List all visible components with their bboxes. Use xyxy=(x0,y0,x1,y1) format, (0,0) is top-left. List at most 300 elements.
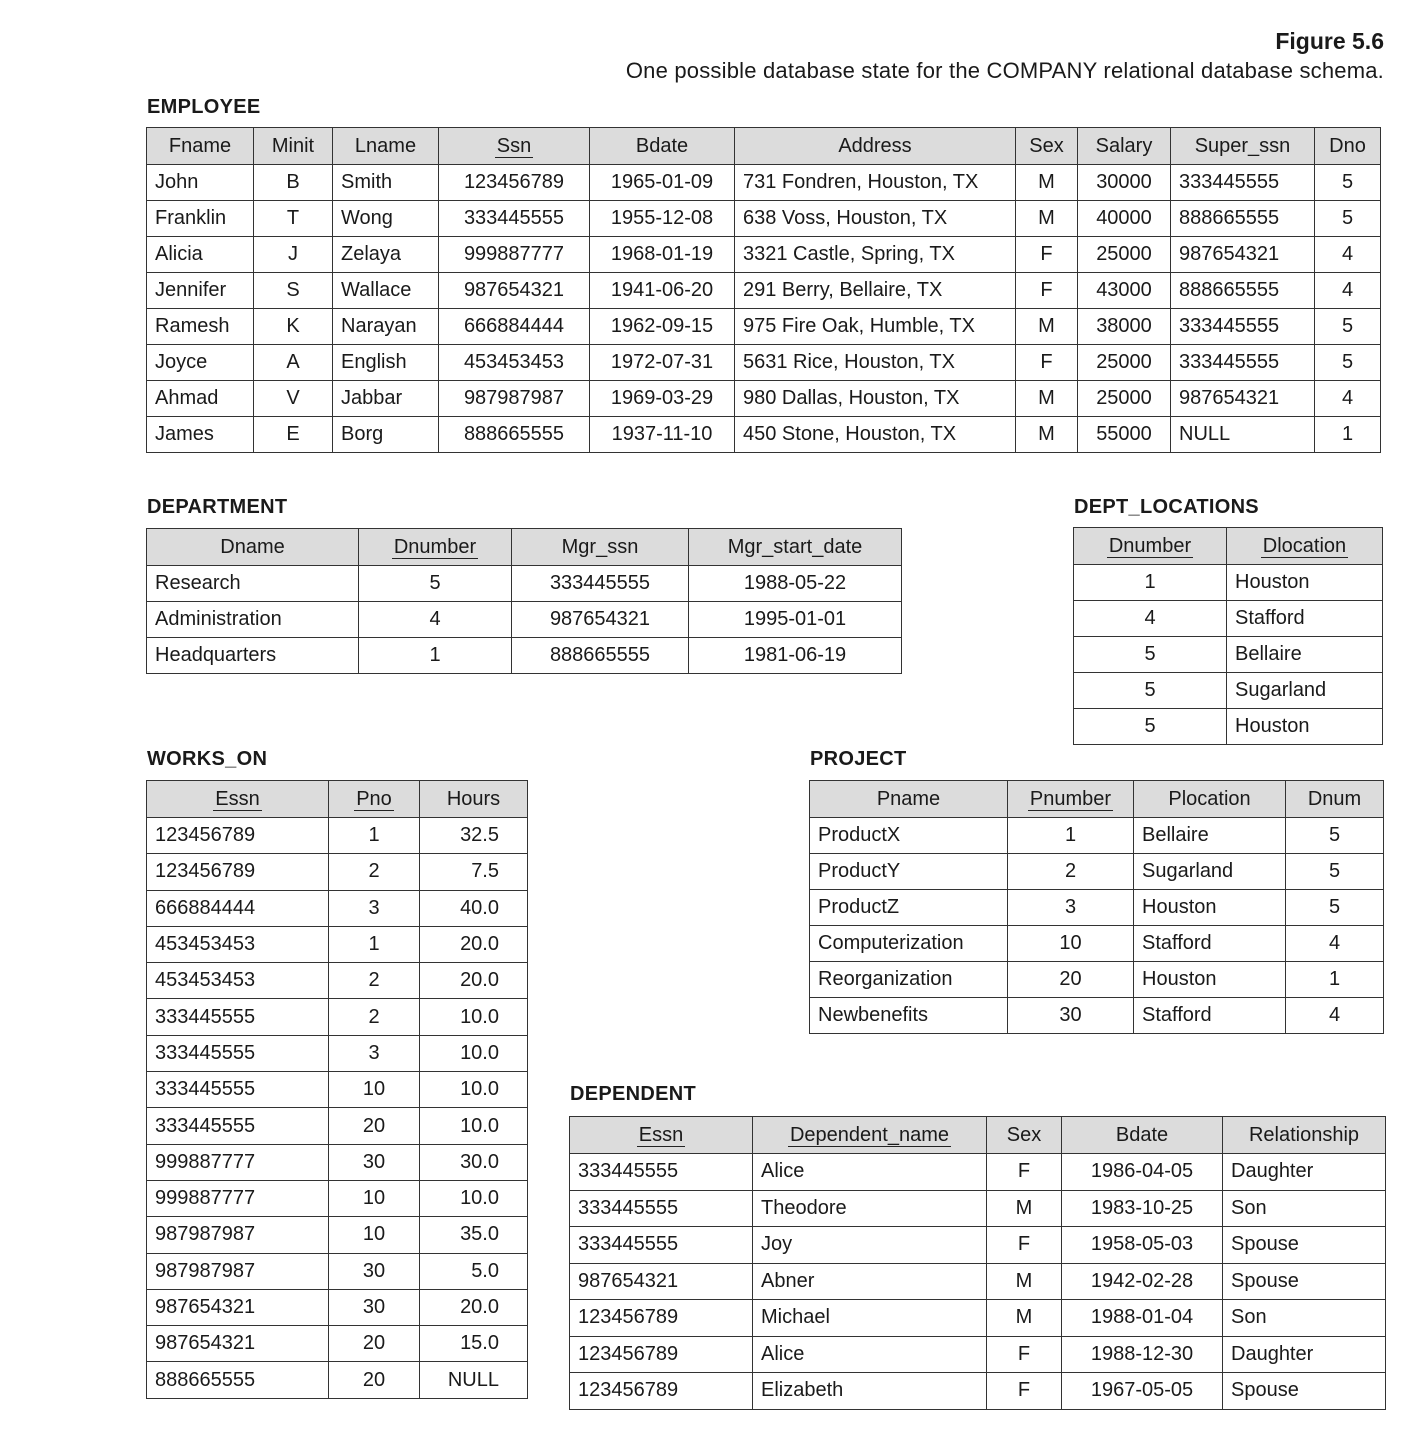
column-header-bdate xyxy=(590,128,735,165)
cell-dno: 5 xyxy=(1315,201,1381,237)
header-row xyxy=(147,781,528,818)
cell-bdate: 1965-01-09 xyxy=(590,165,735,201)
cell-lname: English xyxy=(333,345,439,381)
column-header-lname xyxy=(333,128,439,165)
header-row xyxy=(570,1117,1386,1154)
cell-minit: S xyxy=(254,273,333,309)
table-row xyxy=(147,963,528,999)
table-row xyxy=(570,1154,1386,1191)
cell-super-ssn: 987654321 xyxy=(1171,237,1315,273)
cell-salary: 25000 xyxy=(1078,345,1171,381)
cell-mgr-start-date: 1981-06-19 xyxy=(689,638,902,674)
cell-dependent-name: Alice xyxy=(753,1336,987,1373)
cell-plocation: Bellaire xyxy=(1134,818,1286,854)
column-header-label: Essn xyxy=(215,787,260,810)
table-row xyxy=(1074,637,1383,673)
column-header-dnumber xyxy=(359,529,512,566)
column-header-label: Dlocation xyxy=(1262,534,1347,557)
cell-bdate: 1941-06-20 xyxy=(590,273,735,309)
cell-bdate: 1958-05-03 xyxy=(1062,1227,1223,1264)
column-header-relationship xyxy=(1223,1117,1386,1154)
cell-essn: 987654321 xyxy=(570,1263,753,1300)
column-header-label: Minit xyxy=(271,134,315,157)
cell-essn: 987654321 xyxy=(147,1289,329,1325)
column-header-label: Dnumber xyxy=(1108,534,1192,557)
table-row xyxy=(147,381,1381,417)
cell-pno: 30 xyxy=(329,1289,420,1325)
cell-super-ssn: 333445555 xyxy=(1171,165,1315,201)
cell-dnumber: 5 xyxy=(359,566,512,602)
cell-dependent-name: Theodore xyxy=(753,1190,987,1227)
cell-dno: 5 xyxy=(1315,309,1381,345)
cell-sex: F xyxy=(987,1373,1062,1410)
table-row xyxy=(147,201,1381,237)
cell-ssn: 999887777 xyxy=(439,237,590,273)
column-header-label: Sex xyxy=(1006,1123,1042,1146)
column-header-salary xyxy=(1078,128,1171,165)
cell-dno: 4 xyxy=(1315,381,1381,417)
cell-relationship: Son xyxy=(1223,1190,1386,1227)
cell-hours: 10.0 xyxy=(420,1035,528,1071)
cell-dlocation: Houston xyxy=(1227,709,1383,745)
cell-fname: Jennifer xyxy=(147,273,254,309)
cell-pno: 1 xyxy=(329,926,420,962)
column-header-mgr-ssn xyxy=(512,529,689,566)
cell-super-ssn: 888665555 xyxy=(1171,273,1315,309)
dept-locations-table xyxy=(1073,527,1383,745)
cell-pno: 20 xyxy=(329,1108,420,1144)
cell-fname: John xyxy=(147,165,254,201)
cell-pnumber: 30 xyxy=(1008,998,1134,1034)
cell-dnum: 1 xyxy=(1286,962,1384,998)
column-header-super-ssn xyxy=(1171,128,1315,165)
table-row xyxy=(147,999,528,1035)
table-row xyxy=(147,273,1381,309)
cell-essn: 333445555 xyxy=(570,1190,753,1227)
cell-dnumber: 4 xyxy=(359,602,512,638)
cell-essn: 666884444 xyxy=(147,890,329,926)
cell-dependent-name: Michael xyxy=(753,1300,987,1337)
cell-pno: 2 xyxy=(329,963,420,999)
cell-dno: 5 xyxy=(1315,345,1381,381)
cell-hours: 20.0 xyxy=(420,963,528,999)
table-row xyxy=(147,1035,528,1071)
cell-essn: 333445555 xyxy=(147,1108,329,1144)
cell-essn: 453453453 xyxy=(147,926,329,962)
header-row xyxy=(147,128,1381,165)
cell-essn: 333445555 xyxy=(147,1072,329,1108)
header-row xyxy=(147,529,902,566)
table-row xyxy=(810,962,1384,998)
cell-plocation: Stafford xyxy=(1134,998,1286,1034)
column-header-dname xyxy=(147,529,359,566)
table-row xyxy=(147,1144,528,1180)
cell-essn: 999887777 xyxy=(147,1180,329,1216)
cell-pnumber: 20 xyxy=(1008,962,1134,998)
column-header-plocation xyxy=(1134,781,1286,818)
column-header-label: Pname xyxy=(876,787,941,810)
cell-minit: A xyxy=(254,345,333,381)
cell-pno: 30 xyxy=(329,1253,420,1289)
cell-super-ssn: NULL xyxy=(1171,417,1315,453)
cell-hours: 30.0 xyxy=(420,1144,528,1180)
cell-dlocation: Stafford xyxy=(1227,601,1383,637)
cell-bdate: 1969-03-29 xyxy=(590,381,735,417)
cell-hours: NULL xyxy=(420,1362,528,1398)
employee-table xyxy=(146,127,1381,453)
cell-relationship: Spouse xyxy=(1223,1373,1386,1410)
cell-relationship: Spouse xyxy=(1223,1263,1386,1300)
column-header-hours xyxy=(420,781,528,818)
column-header-dnumber xyxy=(1074,528,1227,565)
cell-ssn: 123456789 xyxy=(439,165,590,201)
figure-caption: One possible database state for the COMPANY relational database schema. xyxy=(625,58,1384,83)
cell-pnumber: 1 xyxy=(1008,818,1134,854)
cell-salary: 43000 xyxy=(1078,273,1171,309)
department-table-label: DEPARTMENT xyxy=(147,496,288,518)
cell-essn: 123456789 xyxy=(570,1373,753,1410)
table-row xyxy=(810,998,1384,1034)
column-header-bdate xyxy=(1062,1117,1223,1154)
dependent-table xyxy=(569,1116,1386,1410)
cell-ssn: 987654321 xyxy=(439,273,590,309)
cell-relationship: Daughter xyxy=(1223,1154,1386,1191)
cell-dnumber: 1 xyxy=(1074,565,1227,601)
cell-address: 291 Berry, Bellaire, TX xyxy=(735,273,1016,309)
cell-dlocation: Houston xyxy=(1227,565,1383,601)
table-row xyxy=(147,926,528,962)
column-header-label: Ssn xyxy=(496,134,532,157)
cell-dnum: 4 xyxy=(1286,998,1384,1034)
table-row xyxy=(147,890,528,926)
cell-mgr-start-date: 1988-05-22 xyxy=(689,566,902,602)
column-header-label: Address xyxy=(838,134,912,157)
cell-lname: Wallace xyxy=(333,273,439,309)
table-row xyxy=(570,1190,1386,1227)
cell-sex: F xyxy=(1016,345,1078,381)
table-row xyxy=(147,566,902,602)
cell-dnumber: 5 xyxy=(1074,637,1227,673)
column-header-label: Mgr_ssn xyxy=(561,535,639,558)
cell-pno: 2 xyxy=(329,854,420,890)
cell-sex: F xyxy=(987,1154,1062,1191)
cell-dno: 4 xyxy=(1315,273,1381,309)
column-header-essn xyxy=(147,781,329,818)
cell-minit: B xyxy=(254,165,333,201)
column-header-dependent-name xyxy=(753,1117,987,1154)
cell-address: 731 Fondren, Houston, TX xyxy=(735,165,1016,201)
cell-minit: E xyxy=(254,417,333,453)
column-header-dno xyxy=(1315,128,1381,165)
column-header-label: Dno xyxy=(1329,134,1366,157)
cell-pno: 3 xyxy=(329,1035,420,1071)
table-row xyxy=(1074,601,1383,637)
table-row xyxy=(147,602,902,638)
cell-dnumber: 4 xyxy=(1074,601,1227,637)
column-header-label: Dnum xyxy=(1307,787,1362,810)
cell-dname: Headquarters xyxy=(147,638,359,674)
cell-dnumber: 1 xyxy=(359,638,512,674)
column-header-fname xyxy=(147,128,254,165)
cell-relationship: Son xyxy=(1223,1300,1386,1337)
cell-pnumber: 10 xyxy=(1008,926,1134,962)
table-row xyxy=(147,1289,528,1325)
cell-fname: Joyce xyxy=(147,345,254,381)
cell-minit: J xyxy=(254,237,333,273)
cell-essn: 333445555 xyxy=(570,1154,753,1191)
cell-hours: 32.5 xyxy=(420,818,528,854)
table-row xyxy=(147,1362,528,1398)
cell-sex: F xyxy=(1016,273,1078,309)
column-header-label: Dnumber xyxy=(393,535,477,558)
cell-sex: M xyxy=(1016,381,1078,417)
cell-pno: 2 xyxy=(329,999,420,1035)
cell-sex: M xyxy=(987,1190,1062,1227)
cell-hours: 20.0 xyxy=(420,1289,528,1325)
table-row xyxy=(570,1300,1386,1337)
cell-dependent-name: Elizabeth xyxy=(753,1373,987,1410)
cell-dname: Research xyxy=(147,566,359,602)
cell-dno: 4 xyxy=(1315,237,1381,273)
cell-pno: 20 xyxy=(329,1326,420,1362)
column-header-pno xyxy=(329,781,420,818)
column-header-pname xyxy=(810,781,1008,818)
cell-super-ssn: 333445555 xyxy=(1171,309,1315,345)
cell-fname: Franklin xyxy=(147,201,254,237)
table-row xyxy=(147,638,902,674)
column-header-label: Hours xyxy=(446,787,501,810)
cell-mgr-start-date: 1995-01-01 xyxy=(689,602,902,638)
cell-essn: 123456789 xyxy=(570,1336,753,1373)
cell-fname: Ahmad xyxy=(147,381,254,417)
table-row xyxy=(810,926,1384,962)
cell-essn: 987654321 xyxy=(147,1326,329,1362)
table-row xyxy=(570,1373,1386,1410)
cell-pnumber: 3 xyxy=(1008,890,1134,926)
table-row xyxy=(1074,565,1383,601)
table-row xyxy=(147,165,1381,201)
cell-relationship: Spouse xyxy=(1223,1227,1386,1264)
column-header-sex xyxy=(987,1117,1062,1154)
cell-hours: 10.0 xyxy=(420,1108,528,1144)
cell-dname: Administration xyxy=(147,602,359,638)
cell-sex: M xyxy=(1016,309,1078,345)
cell-salary: 38000 xyxy=(1078,309,1171,345)
cell-pno: 1 xyxy=(329,818,420,854)
cell-hours: 15.0 xyxy=(420,1326,528,1362)
cell-dno: 5 xyxy=(1315,165,1381,201)
cell-address: 3321 Castle, Spring, TX xyxy=(735,237,1016,273)
cell-pname: Newbenefits xyxy=(810,998,1008,1034)
table-row xyxy=(810,854,1384,890)
table-row xyxy=(147,1326,528,1362)
table-row xyxy=(147,818,528,854)
cell-mgr-ssn: 888665555 xyxy=(512,638,689,674)
column-header-label: Pnumber xyxy=(1029,787,1112,810)
cell-ssn: 333445555 xyxy=(439,201,590,237)
cell-plocation: Houston xyxy=(1134,962,1286,998)
cell-sex: M xyxy=(987,1300,1062,1337)
cell-sex: F xyxy=(987,1336,1062,1373)
cell-dnumber: 5 xyxy=(1074,709,1227,745)
cell-salary: 55000 xyxy=(1078,417,1171,453)
cell-lname: Wong xyxy=(333,201,439,237)
cell-sex: M xyxy=(1016,417,1078,453)
cell-bdate: 1972-07-31 xyxy=(590,345,735,381)
column-header-address xyxy=(735,128,1016,165)
cell-hours: 10.0 xyxy=(420,1180,528,1216)
cell-ssn: 666884444 xyxy=(439,309,590,345)
cell-ssn: 987987987 xyxy=(439,381,590,417)
header-row xyxy=(810,781,1384,818)
cell-super-ssn: 987654321 xyxy=(1171,381,1315,417)
cell-dnum: 5 xyxy=(1286,890,1384,926)
cell-bdate: 1955-12-08 xyxy=(590,201,735,237)
cell-essn: 123456789 xyxy=(147,854,329,890)
cell-lname: Jabbar xyxy=(333,381,439,417)
cell-hours: 40.0 xyxy=(420,890,528,926)
cell-dependent-name: Joy xyxy=(753,1227,987,1264)
cell-bdate: 1937-11-10 xyxy=(590,417,735,453)
cell-pname: ProductY xyxy=(810,854,1008,890)
column-header-label: Bdate xyxy=(635,134,689,157)
department-table xyxy=(146,528,902,674)
column-header-label: Super_ssn xyxy=(1194,134,1291,157)
column-header-essn xyxy=(570,1117,753,1154)
cell-salary: 25000 xyxy=(1078,237,1171,273)
table-row xyxy=(810,890,1384,926)
table-row xyxy=(147,417,1381,453)
cell-pname: ProductZ xyxy=(810,890,1008,926)
table-row xyxy=(147,345,1381,381)
cell-pno: 30 xyxy=(329,1144,420,1180)
table-row xyxy=(570,1336,1386,1373)
cell-dnum: 5 xyxy=(1286,854,1384,890)
table-row xyxy=(1074,709,1383,745)
cell-address: 975 Fire Oak, Humble, TX xyxy=(735,309,1016,345)
cell-bdate: 1967-05-05 xyxy=(1062,1373,1223,1410)
cell-bdate: 1962-09-15 xyxy=(590,309,735,345)
project-table xyxy=(809,780,1384,1034)
cell-plocation: Stafford xyxy=(1134,926,1286,962)
header-row xyxy=(1074,528,1383,565)
cell-relationship: Daughter xyxy=(1223,1336,1386,1373)
cell-pname: Reorganization xyxy=(810,962,1008,998)
cell-sex: M xyxy=(1016,201,1078,237)
cell-lname: Narayan xyxy=(333,309,439,345)
cell-bdate: 1983-10-25 xyxy=(1062,1190,1223,1227)
column-header-label: Pno xyxy=(356,787,392,810)
cell-dependent-name: Abner xyxy=(753,1263,987,1300)
cell-essn: 333445555 xyxy=(147,1035,329,1071)
cell-hours: 20.0 xyxy=(420,926,528,962)
table-row xyxy=(147,237,1381,273)
cell-dnumber: 5 xyxy=(1074,673,1227,709)
dependent-table-label: DEPENDENT xyxy=(570,1083,697,1105)
cell-sex: M xyxy=(987,1263,1062,1300)
column-header-label: Salary xyxy=(1095,134,1153,157)
cell-mgr-ssn: 333445555 xyxy=(512,566,689,602)
works-on-table xyxy=(146,780,528,1399)
table-row xyxy=(147,1072,528,1108)
cell-super-ssn: 333445555 xyxy=(1171,345,1315,381)
cell-fname: James xyxy=(147,417,254,453)
cell-essn: 999887777 xyxy=(147,1144,329,1180)
cell-ssn: 453453453 xyxy=(439,345,590,381)
cell-fname: Alicia xyxy=(147,237,254,273)
cell-salary: 40000 xyxy=(1078,201,1171,237)
cell-essn: 888665555 xyxy=(147,1362,329,1398)
works-on-table-label: WORKS_ON xyxy=(147,748,268,770)
cell-plocation: Houston xyxy=(1134,890,1286,926)
column-header-label: Dependent_name xyxy=(789,1123,949,1146)
table-row xyxy=(147,309,1381,345)
cell-pno: 3 xyxy=(329,890,420,926)
cell-essn: 123456789 xyxy=(570,1300,753,1337)
cell-hours: 35.0 xyxy=(420,1217,528,1253)
cell-hours: 10.0 xyxy=(420,999,528,1035)
cell-pno: 10 xyxy=(329,1072,420,1108)
cell-lname: Zelaya xyxy=(333,237,439,273)
cell-sex: F xyxy=(987,1227,1062,1264)
employee-table-label: EMPLOYEE xyxy=(147,96,261,118)
figure-title: Figure 5.6 xyxy=(1275,28,1384,54)
cell-address: 980 Dallas, Houston, TX xyxy=(735,381,1016,417)
column-header-label: Bdate xyxy=(1115,1123,1169,1146)
cell-essn: 123456789 xyxy=(147,818,329,854)
cell-lname: Smith xyxy=(333,165,439,201)
table-row xyxy=(147,1217,528,1253)
cell-minit: V xyxy=(254,381,333,417)
dept-locations-table-label: DEPT_LOCATIONS xyxy=(1074,496,1259,518)
cell-essn: 333445555 xyxy=(147,999,329,1035)
cell-address: 450 Stone, Houston, TX xyxy=(735,417,1016,453)
table-row xyxy=(1074,673,1383,709)
cell-bdate: 1988-12-30 xyxy=(1062,1336,1223,1373)
column-header-pnumber xyxy=(1008,781,1134,818)
cell-pname: ProductX xyxy=(810,818,1008,854)
column-header-label: Mgr_start_date xyxy=(727,535,863,558)
cell-essn: 333445555 xyxy=(570,1227,753,1264)
cell-sex: M xyxy=(1016,165,1078,201)
cell-minit: T xyxy=(254,201,333,237)
cell-dnum: 5 xyxy=(1286,818,1384,854)
cell-plocation: Sugarland xyxy=(1134,854,1286,890)
cell-dnum: 4 xyxy=(1286,926,1384,962)
column-header-label: Lname xyxy=(354,134,417,157)
cell-dlocation: Sugarland xyxy=(1227,673,1383,709)
table-row xyxy=(570,1227,1386,1264)
cell-ssn: 888665555 xyxy=(439,417,590,453)
cell-sex: F xyxy=(1016,237,1078,273)
cell-bdate: 1942-02-28 xyxy=(1062,1263,1223,1300)
cell-dependent-name: Alice xyxy=(753,1154,987,1191)
cell-fname: Ramesh xyxy=(147,309,254,345)
cell-pno: 20 xyxy=(329,1362,420,1398)
column-header-sex xyxy=(1016,128,1078,165)
cell-essn: 987987987 xyxy=(147,1217,329,1253)
table-row xyxy=(570,1263,1386,1300)
cell-pnumber: 2 xyxy=(1008,854,1134,890)
cell-mgr-ssn: 987654321 xyxy=(512,602,689,638)
column-header-label: Sex xyxy=(1029,134,1064,157)
column-header-label: Relationship xyxy=(1248,1123,1360,1146)
cell-bdate: 1986-04-05 xyxy=(1062,1154,1223,1191)
table-row xyxy=(810,818,1384,854)
column-header-mgr-start-date xyxy=(689,529,902,566)
cell-essn: 987987987 xyxy=(147,1253,329,1289)
table-row xyxy=(147,1180,528,1216)
